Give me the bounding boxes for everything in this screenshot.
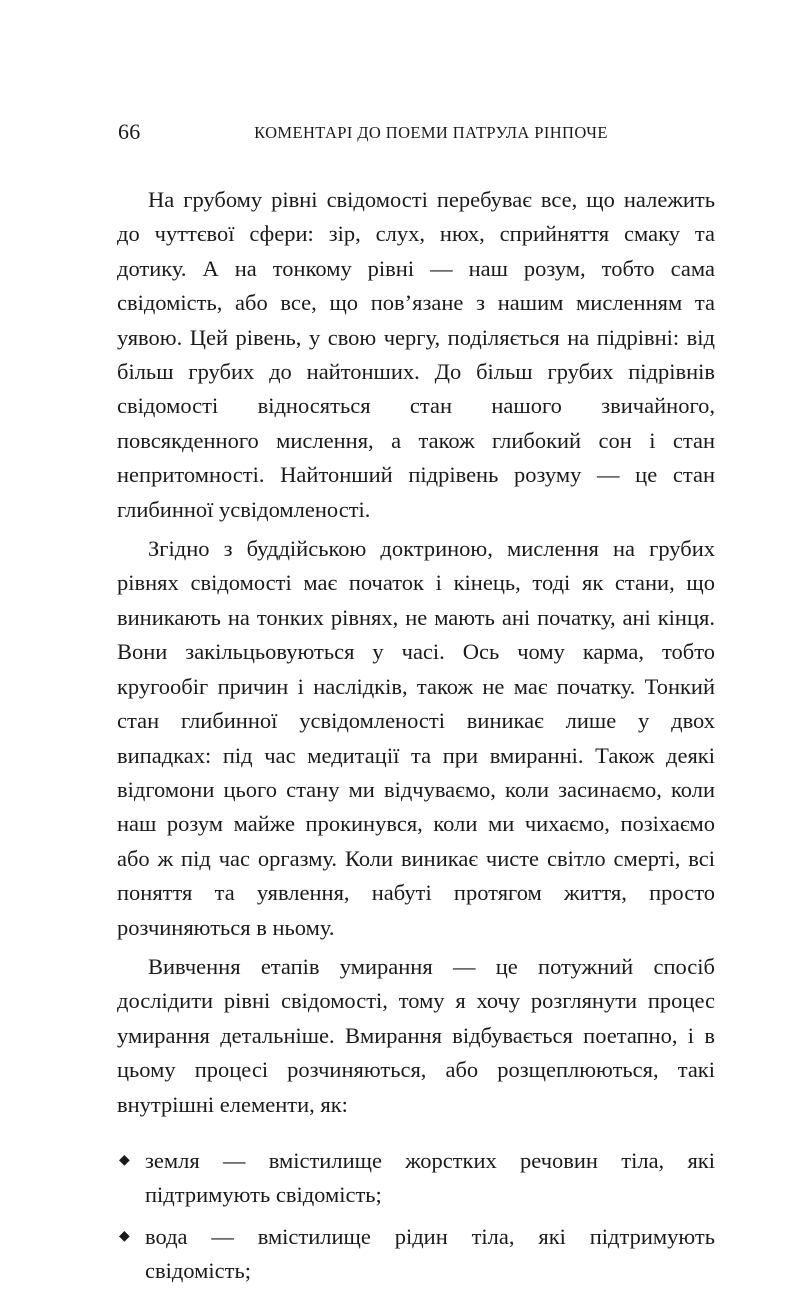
diamond-bullet-icon: ◆: [119, 1228, 130, 1244]
paragraph: На грубому рівні свідомості перебуває все, що належить до чуттєвої сфери: зір, слух, нюх, сприйняття смаку та дотику. А на тонкому рівні — наш розум, тобто сама свідомість, або все, що пов’язане з нашим мисленням та уявою. Цей рівень, у свою чергу, поділяється на підрівні: від більш грубих до найтонших. До більш грубих підрівнів свідомості відносяться стан нашого звичайного, повсякденного мислення, а також глибокий сон і стан непритомності. Найтонший підрівень розуму — це стан глибинної усвідомленості.: [117, 187, 715, 522]
paragraph: Згідно з буддійською доктриною, мислення на грубих рівнях свідомості має початок і кінець, тоді як стани, що виникають на тонких рівнях, не мають ані початку, ані кінця. Вони закільцьовуються у часі. Ось чому карма, тобто кругообіг причин і наслідків, також не має початку. Тонкий стан глибинної усвідомленості виникає лише у двох випадках: під час медитації та при вмиранні. Також деякі відгомони цього стану ми відчуваємо, коли засинаємо, коли наш розум майже прокинувся, коли ми чихаємо, позіхаємо або ж під час оргазму. Коли виникає чисте світло смерті, всі поняття та уявлення, набуті протягом життя, просто розчиняються в ньому.: [117, 536, 715, 940]
paragraph: Вивчення етапів умирання — це потужний спосіб дослідити рівні свідомості, тому я хочу розглянути процес умирання детальніше. Вмирання відбувається поетапно, і в цьому процесі розчиняються, або розщеплюються, такі внутрішні елементи, як:: [117, 953, 715, 1117]
diamond-bullet-icon: ◆: [119, 1152, 130, 1168]
list-item-text: земля — вмістилище жорстких речовин тіла, які підтримують свідомість;: [145, 1147, 715, 1208]
running-title: КОМЕНТАРІ ДО ПОЕМИ ПАТРУЛА РІНПОЧЕ: [254, 123, 608, 142]
list-item: [117, 1144, 715, 1213]
bullet-list: [117, 1144, 715, 1289]
list-item: [117, 1220, 715, 1289]
page-number: 66: [118, 119, 141, 144]
body-text: [117, 183, 715, 1296]
list-item-text: вода — вмістилище рідин тіла, які підтримують свідомість;: [145, 1223, 715, 1284]
